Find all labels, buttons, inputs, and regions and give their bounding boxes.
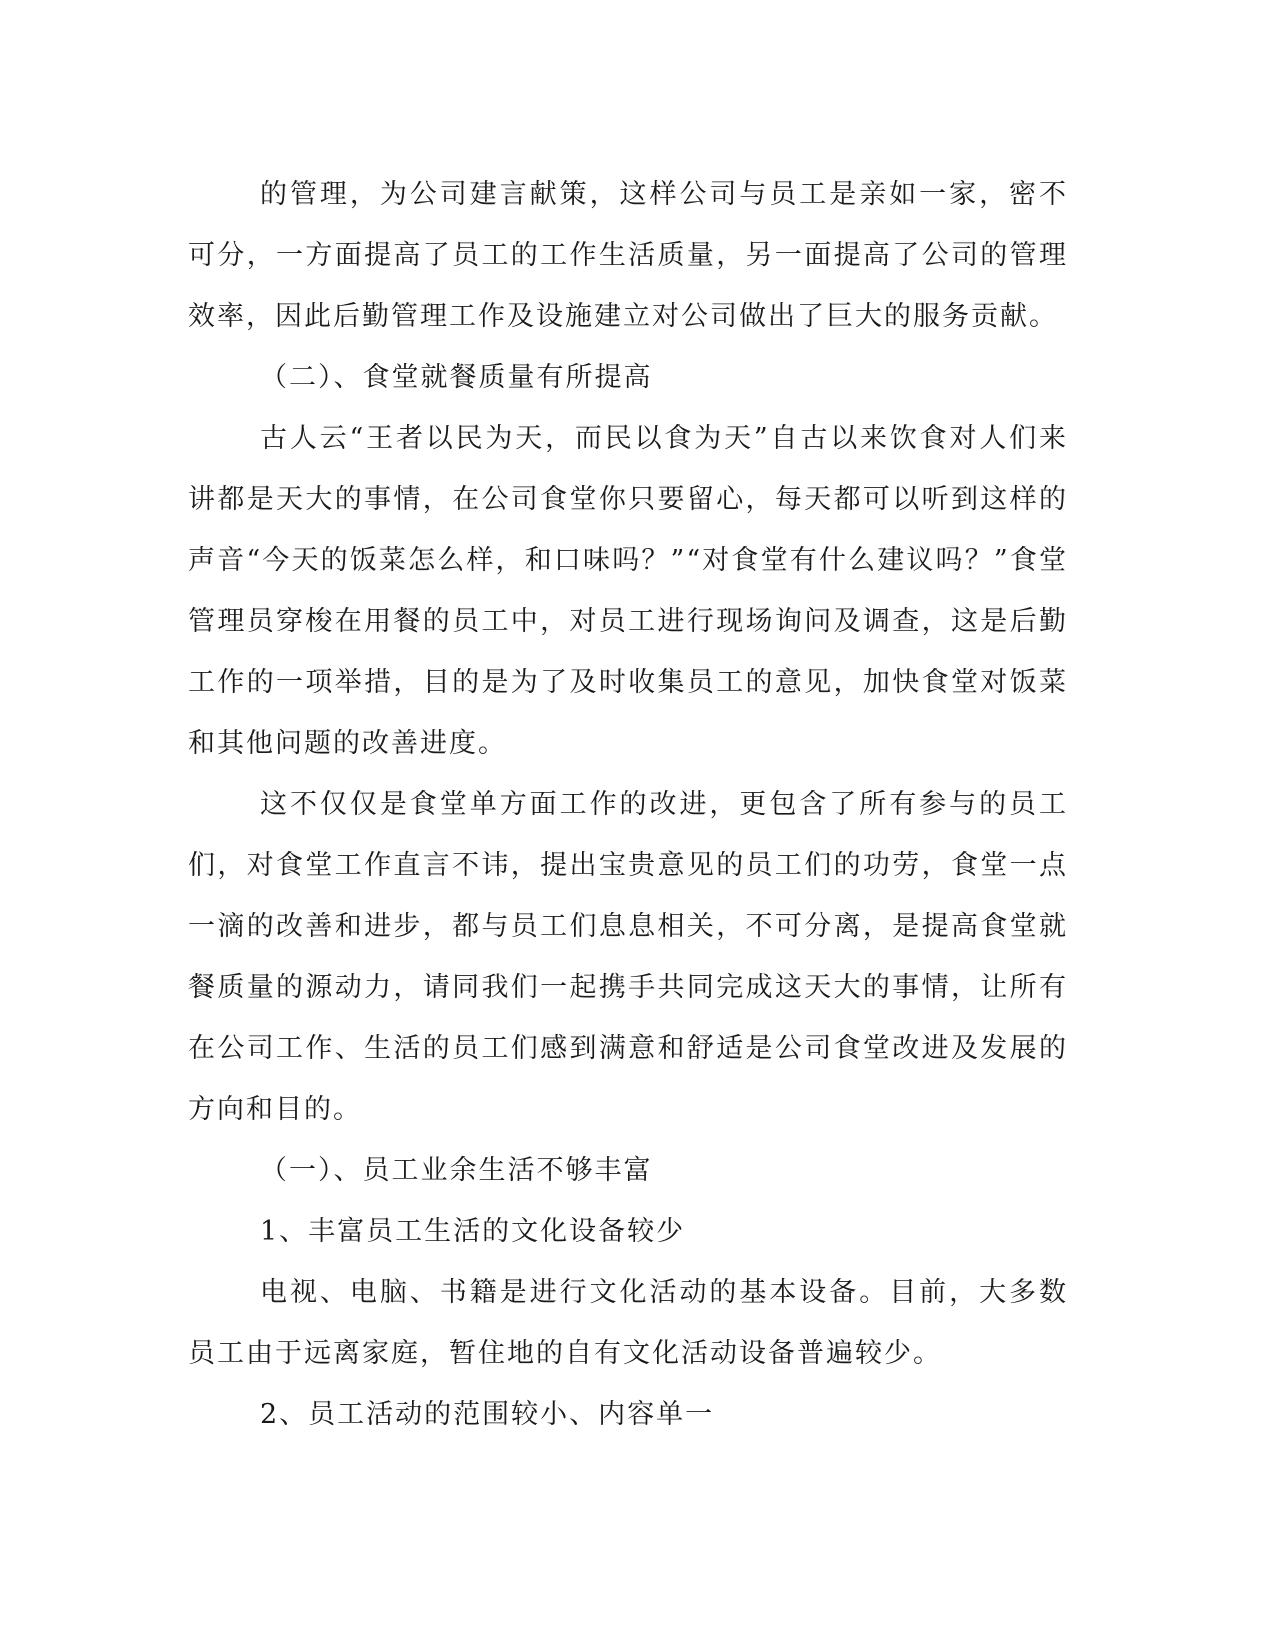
subheading-cultural-equipment: 1、丰富员工生活的文化设备较少 bbox=[260, 1216, 686, 1247]
document-body bbox=[188, 164, 1068, 1445]
subheading-activity-range: 2、员工活动的范围较小、内容单一 bbox=[260, 1399, 715, 1430]
paragraph-canteen-survey: 古人云“王者以民为天，而民以食为天”自古以来饮食对人们来讲都是天大的事情，在公司食堂你只要留心，每天都可以听到这样的声音“今天的饭菜怎么样，和口味吗？”“对食堂有什么建议吗？”食堂管理员穿梭在用餐的员工中，对员工进行现场询问及调查，这是后勤工作的一项举措，目的是为了及时收集员工的意见，加快食堂对饭菜和其他问题的改善进度。 bbox=[188, 423, 1068, 759]
section-heading-leisure-life: （一）、员工业余生活不够丰富 bbox=[260, 1155, 653, 1186]
paragraph-canteen-improvement: 这不仅仅是食堂单方面工作的改进，更包含了所有参与的员工们，对食堂工作直言不讳，提出宝贵意见的员工们的功劳，食堂一点一滴的改善和进步，都与员工们息息相关，不可分离，是提高食堂就餐质量的源动力，请同我们一起携手共同完成这天大的事情，让所有在公司工作、生活的员工们感到满意和舒适是公司食堂改进及发展的方向和目的。 bbox=[188, 789, 1068, 1125]
section-heading-canteen-quality: （二）、食堂就餐质量有所提高 bbox=[260, 362, 653, 393]
paragraph-management-contribution: 的管理，为公司建言献策，这样公司与员工是亲如一家，密不可分，一方面提高了员工的工作生活质量，另一面提高了公司的管理效率，因此后勤管理工作及设施建立对公司做出了巨大的服务贡献。 bbox=[188, 179, 1068, 332]
paragraph-cultural-equipment: 电视、电脑、书籍是进行文化活动的基本设备。目前，大多数员工由于远离家庭，暂住地的自有文化活动设备普遍较少。 bbox=[188, 1277, 1068, 1369]
